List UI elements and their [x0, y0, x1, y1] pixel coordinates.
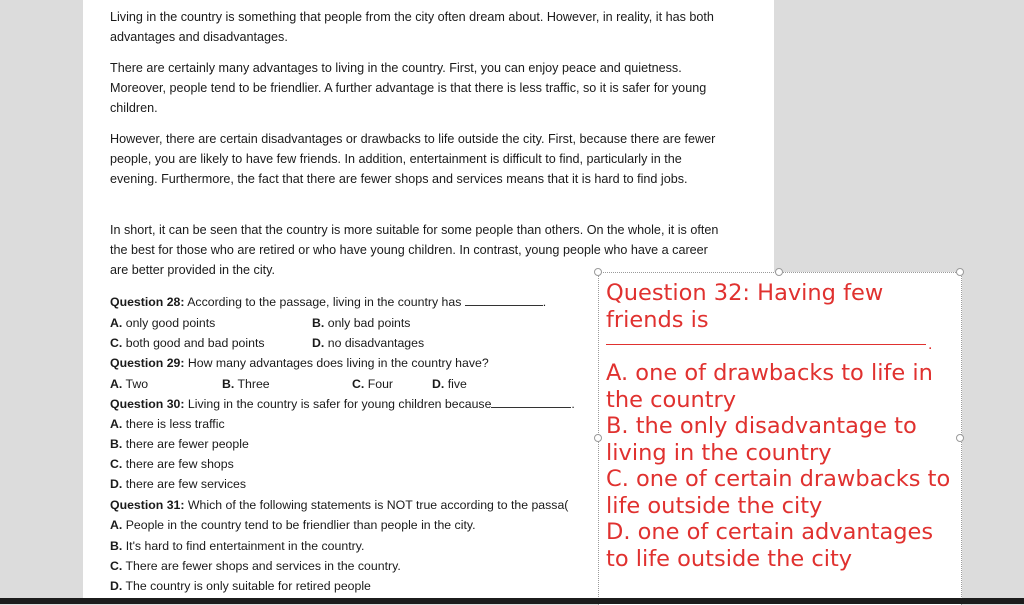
answer-blank — [491, 396, 571, 408]
q32-option-b: B. the only disadvantage to living in the country — [606, 413, 917, 466]
resize-handle-top-middle[interactable] — [775, 268, 783, 276]
question-28: Question 28: According to the passage, living in the country has . — [110, 295, 547, 309]
question-29: Question 29: How many advantages does living in the country have? — [110, 356, 489, 370]
q31-option-d: D. The country is only suitable for retired people — [110, 579, 371, 593]
q31-option-b: B. It's hard to find entertainment in the country. — [110, 539, 365, 553]
q31-option-a: A. People in the country tend to be friendlier than people in the city. — [110, 518, 476, 532]
question-32-title: Question 32: Having few friends is — [606, 280, 884, 333]
question-30: Question 30: Living in the country is safer for young children because . — [110, 397, 575, 411]
q31-option-c: C. There are fewer shops and services in the country. — [110, 559, 401, 573]
resize-handle-middle-left[interactable] — [594, 434, 602, 442]
q30-option-c: C. there are few shops — [110, 457, 234, 471]
q29-option-d: D. five — [432, 377, 467, 391]
q28-option-b: B. only bad points — [312, 316, 411, 330]
q28-option-d: D. no disadvantages — [312, 336, 425, 350]
q30-option-a: A. there is less traffic — [110, 417, 225, 431]
resize-handle-top-right[interactable] — [956, 268, 964, 276]
passage-paragraph-2: There are certainly many advantages to living in the country. First, you can enjoy peace and quietness. Moreover, people tend to be friendlier. A further advantage is that there is less traffic, so it is safer for young children. — [110, 61, 707, 115]
answer-blank — [465, 294, 543, 306]
q30-option-b: B. there are fewer people — [110, 437, 249, 451]
q29-option-a: A. Two — [110, 377, 149, 391]
resize-handle-top-left[interactable] — [594, 268, 602, 276]
question-32-blank — [606, 344, 926, 345]
passage-paragraph-4: In short, it can be seen that the country is more suitable for some people than others. On the whole, it is often the best for those who are retired or who have young children. In contrast, young people who have a career are better provided in the city. — [110, 223, 719, 277]
q29-option-b: B. Three — [222, 377, 270, 391]
q29-option-c: C. Four — [352, 377, 394, 391]
q32-option-a: A. one of drawbacks to life in the country — [606, 360, 933, 413]
q32-option-d: D. one of certain advantages to life outside the city — [606, 519, 934, 572]
q32-option-c: C. one of certain drawbacks to life outside the city — [606, 466, 951, 519]
q28-option-c: C. both good and bad points — [110, 336, 265, 350]
passage-paragraph-3: However, there are certain disadvantages or drawbacks to life outside the city. First, because there are fewer people, you are likely to have few friends. In addition, entertainment is difficult to find, particularly in the evening. Furthermore, the fact that there are fewer shops and services means that it is hard to find jobs. — [110, 132, 716, 186]
q28-option-a: A. only good points — [110, 316, 216, 330]
question-32-period: . — [928, 336, 933, 353]
bottom-bar — [0, 598, 1024, 604]
question-31: Question 31: Which of the following statements is NOT true according to the passa( — [110, 498, 569, 512]
q30-option-d: D. there are few services — [110, 477, 247, 491]
passage-paragraph-1: Living in the country is something that people from the city often dream about. However, in reality, it has both advantages and disadvantages. — [110, 10, 714, 44]
